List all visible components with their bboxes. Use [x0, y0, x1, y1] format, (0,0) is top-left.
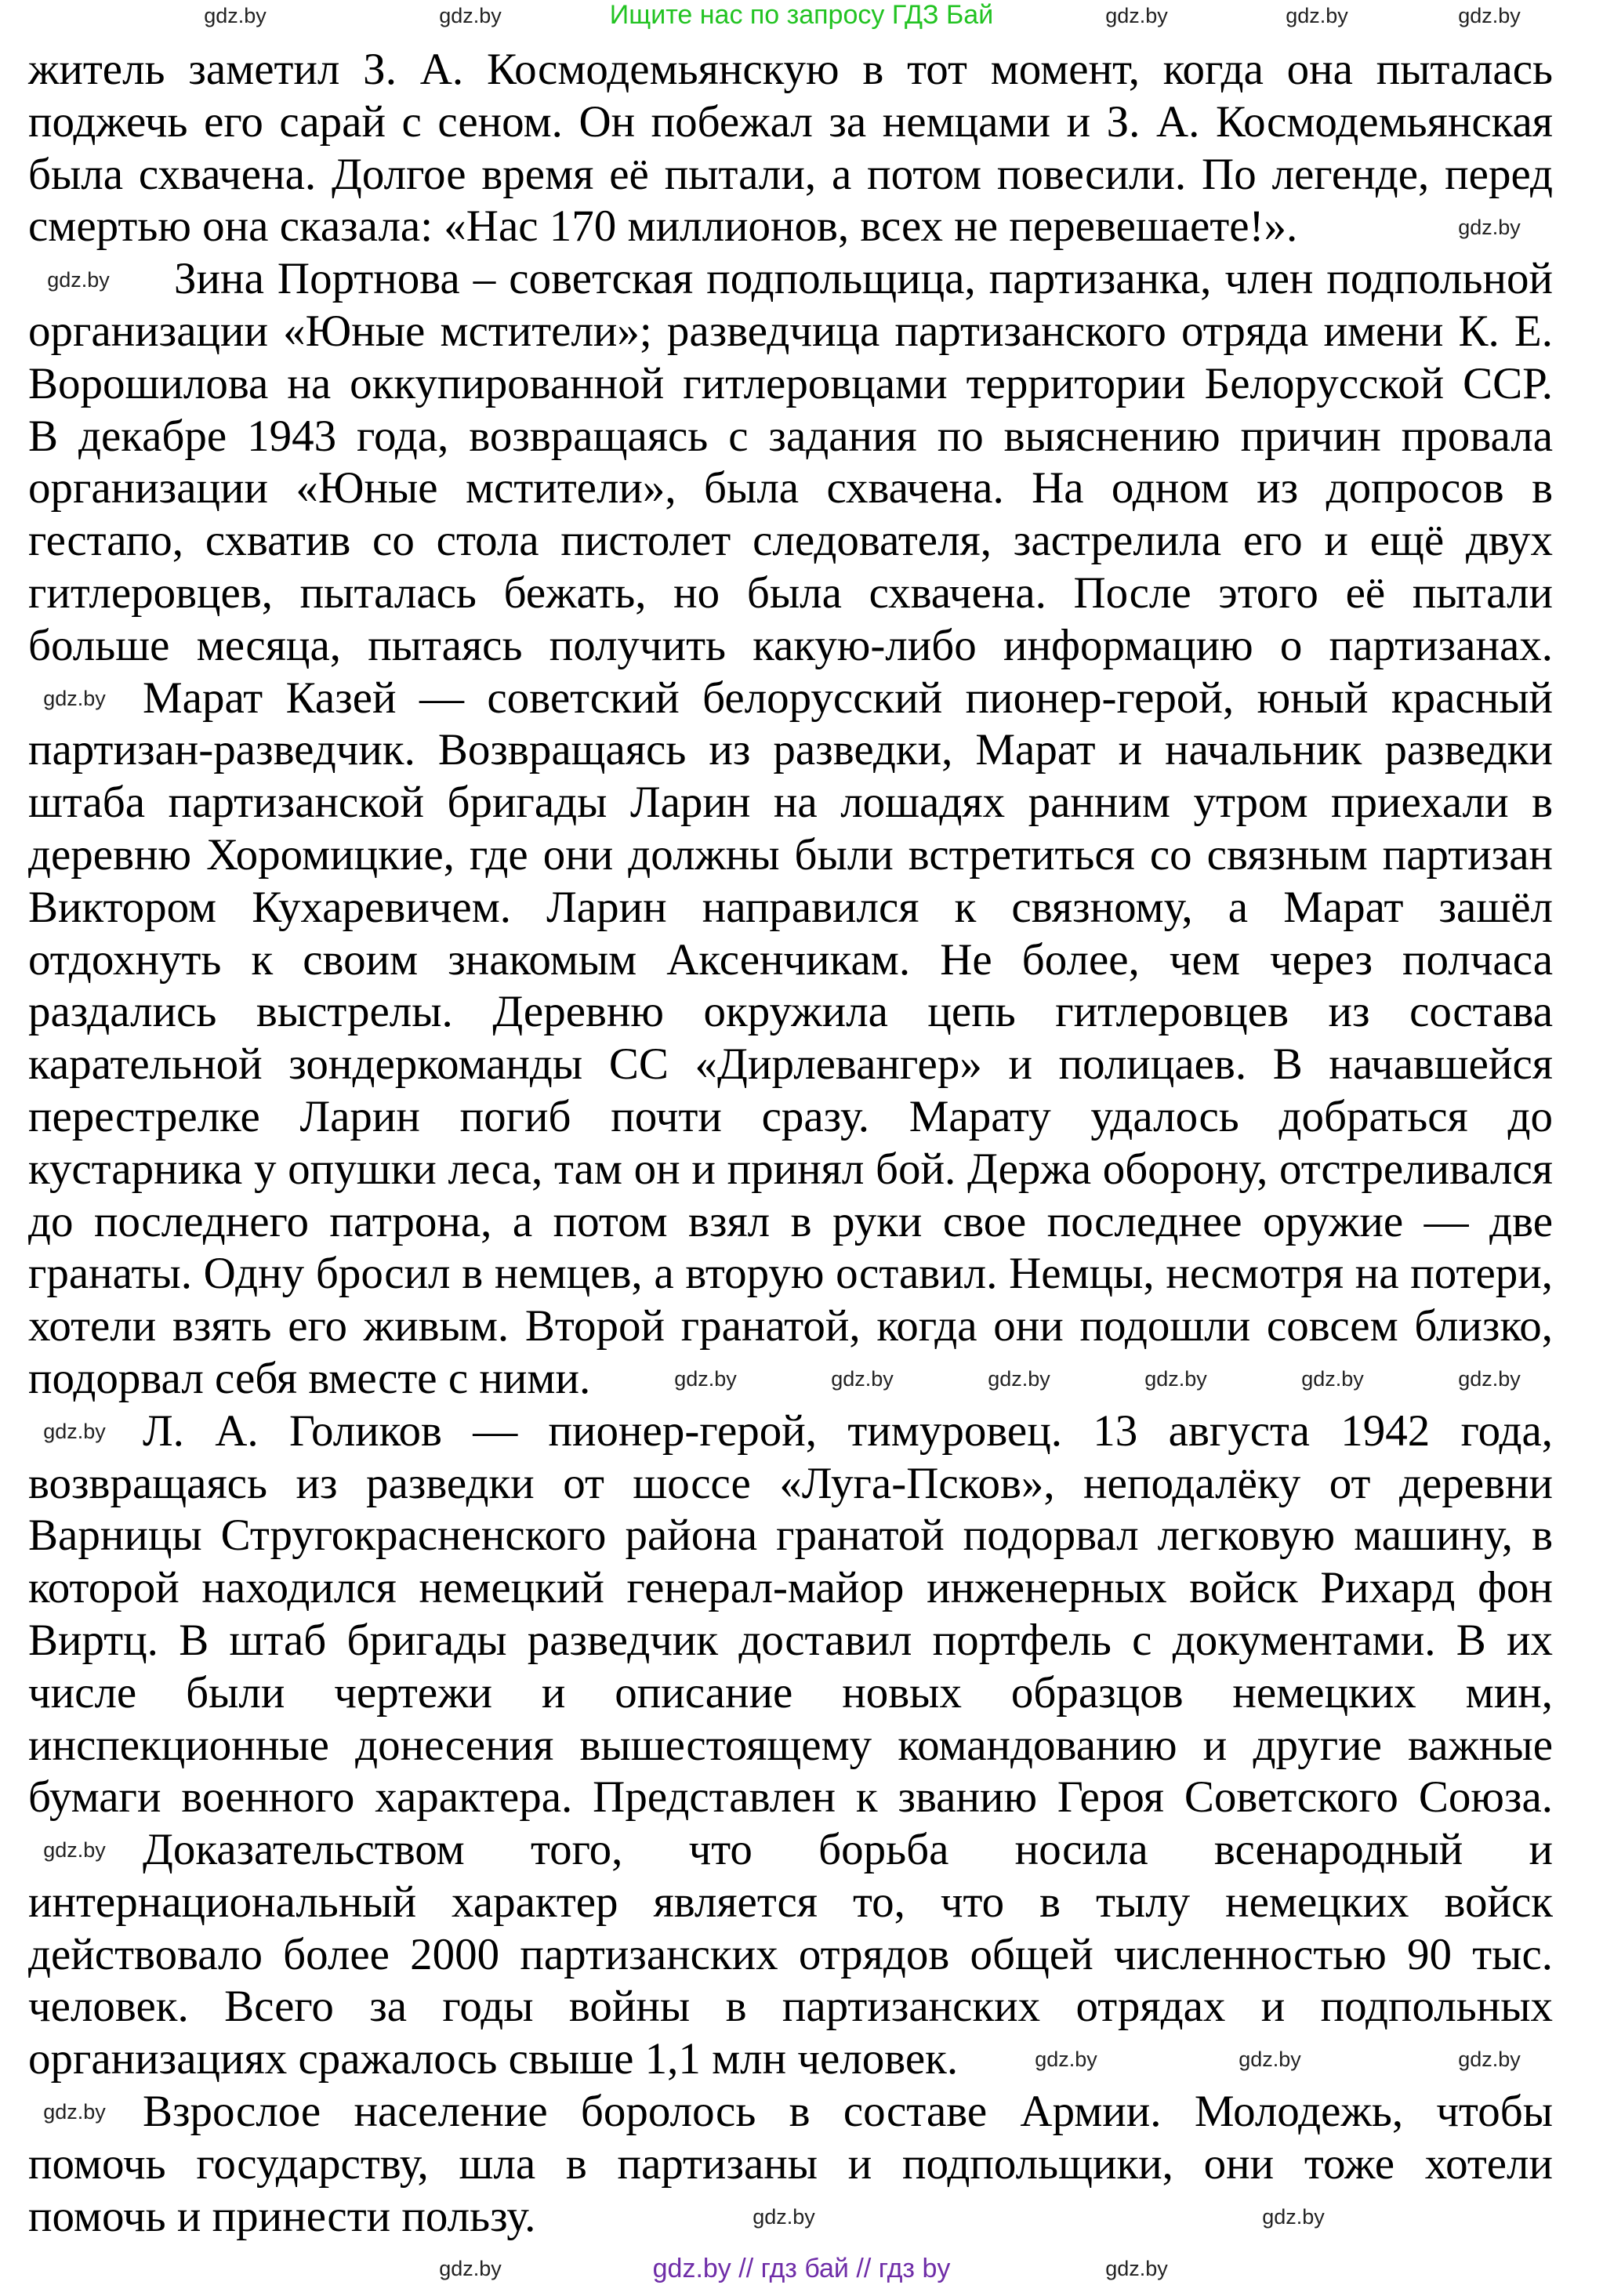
text-line: которой находился немецкий генерал-майор инженерных войск Рихард фон [28, 1563, 1553, 1613]
watermark: gdz.by [1286, 4, 1348, 27]
text-line: гитлеровцев, пыталась бежать, но была схвачена. После этого её пытали [28, 568, 1553, 618]
text-line: числе были чертежи и описание новых образцов немецких мин, [28, 1667, 1553, 1717]
text-line: Доказательством того, что борьба носила всенародный и [143, 1825, 1553, 1875]
watermark: gdz.by [43, 687, 106, 710]
text-line: возвращаясь из разведки от шоссе «Луга-Псков», неподалёку от деревни [28, 1458, 1553, 1508]
text-line: карательной зондеркоманды СС «Дирлевангер» и полицаев. В начавшейся [28, 1039, 1553, 1090]
text-line: больше месяца, пытаясь получить какую-либо информацию о партизанах. [28, 620, 1553, 670]
text-line: житель заметил З. А. Космодемьянскую в тот момент, когда она пыталась [28, 45, 1553, 94]
text-line: гранаты. Одну бросил в немцев, а вторую оставил. Немцы, несмотря на потери, [28, 1249, 1553, 1299]
text-line: Взрослое население боролось в составе Армии. Молодежь, чтобы [143, 2087, 1553, 2137]
text-line: интернациональный характер является то, что в тылу немецких войск [28, 1877, 1553, 1927]
watermark: gdz.by [1458, 4, 1521, 27]
text-line: подорвал себя вместе с ними. [28, 1353, 591, 1403]
text-line: Варницы Стругокрасненского района гранатой подорвал легковую машину, в [28, 1511, 1553, 1561]
text-line: Зина Портнова – советская подпольщица, партизанка, член подпольной [174, 254, 1553, 304]
watermark: gdz.by [674, 1367, 737, 1391]
text-line: кустарника у опушки леса, там он и принял бой. Держа оборону, отстреливался [28, 1144, 1553, 1194]
text-line: Виртц. В штаб бригады разведчик доставил портфель с документами. В их [28, 1615, 1553, 1665]
document-body [28, 44, 1553, 2243]
watermark: gdz.by [1458, 2048, 1521, 2071]
watermark: gdz.by [1262, 2205, 1325, 2229]
watermark: gdz.by [1301, 1367, 1364, 1391]
text-line: Марат Казей — советский белорусский пионер-герой, юный красный [143, 673, 1553, 723]
watermark-footer: gdz.by // гдз бай // гдз by [652, 2254, 951, 2283]
text-line: организации «Юные мстители»; разведчица партизанского отряда имени К. Е. [28, 306, 1553, 356]
watermark: gdz.by [1458, 216, 1521, 239]
text-line: партизан-разведчик. Возвращаясь из разведки, Марат и начальник разведки [28, 725, 1553, 775]
text-line: отдохнуть к своим знакомым Аксенчикам. Не более, чем через полчаса [28, 934, 1553, 985]
text-line: до последнего патрона, а потом взял в руки свое последнее оружие — две [28, 1196, 1553, 1246]
text-line: действовало более 2000 партизанских отрядов общей численностью 90 тыс. [28, 1929, 1553, 1979]
watermark-header: Ищите нас по запросу ГДЗ Бай [609, 0, 994, 30]
text-line: бумаги военного характера. Представлен к званию Героя Советского Союза. [28, 1772, 1553, 1823]
text-line: смертью она сказала: «Нас 170 миллионов, всех не перевешаете!». [28, 201, 1298, 252]
text-line: помочь государству, шла в партизаны и подпольщики, они тоже хотели [28, 2138, 1553, 2189]
watermark: gdz.by [439, 2257, 502, 2280]
watermark: gdz.by [1239, 2048, 1301, 2071]
text-line: перестрелке Ларин погиб почти сразу. Марату удалось добраться до [28, 1091, 1553, 1141]
text-line: помочь и принести пользу. [28, 2191, 536, 2241]
text-line: штаба партизанской бригады Ларин на лошадях ранним утром приехали в [28, 778, 1553, 828]
text-line: инспекционные донесения вышестоящему командованию и другие важные [28, 1720, 1553, 1770]
watermark: gdz.by [1105, 4, 1168, 27]
text-line: деревню Хоромицкие, где они должны были встретиться со связным партизан [28, 829, 1553, 880]
text-line: хотели взять его живым. Второй гранатой, когда они подошли совсем близко, [28, 1301, 1553, 1351]
text-line: Л. А. Голиков — пионер-герой, тимуровец. 13 августа 1942 года, [143, 1406, 1553, 1456]
text-line: гестапо, схватив со стола пистолет следователя, застрелила его и ещё двух [28, 516, 1553, 566]
text-line: В декабре 1943 года, возвращаясь с задания по выяснению причин провала [28, 411, 1553, 461]
text-line: Виктором Кухаревичем. Ларин направился к связному, а Марат зашёл [28, 882, 1553, 932]
text-line: раздались выстрелы. Деревню окружила цепь гитлеровцев из состава [28, 987, 1553, 1037]
watermark: gdz.by [43, 1420, 106, 1443]
watermark: gdz.by [753, 2205, 815, 2229]
text-line: была схвачена. Долгое время её пытали, а потом повесили. По легенде, перед [28, 149, 1553, 199]
watermark: gdz.by [47, 268, 110, 292]
text-line: Ворошилова на оккупированной гитлеровцами территории Белорусской ССР. [28, 358, 1553, 408]
watermark: gdz.by [1458, 1367, 1521, 1391]
text-line: поджечь его сарай с сеном. Он побежал за немцами и З. А. Космодемьянская [28, 96, 1553, 147]
watermark: gdz.by [204, 4, 267, 27]
text-line: организациях сражалось свыше 1,1 млн человек. [28, 2034, 959, 2084]
watermark: gdz.by [988, 1367, 1050, 1391]
watermark: gdz.by [1105, 2257, 1168, 2280]
watermark: gdz.by [1035, 2048, 1097, 2071]
watermark: gdz.by [43, 2100, 106, 2124]
text-line: организации «Юные мстители», была схвачена. На одном из допросов в [28, 463, 1553, 513]
watermark: gdz.by [831, 1367, 894, 1391]
text-line: человек. Всего за годы войны в партизанских отрядах и подпольных [28, 1982, 1553, 2032]
watermark: gdz.by [1144, 1367, 1207, 1391]
watermark: gdz.by [43, 1838, 106, 1862]
watermark: gdz.by [439, 4, 502, 27]
